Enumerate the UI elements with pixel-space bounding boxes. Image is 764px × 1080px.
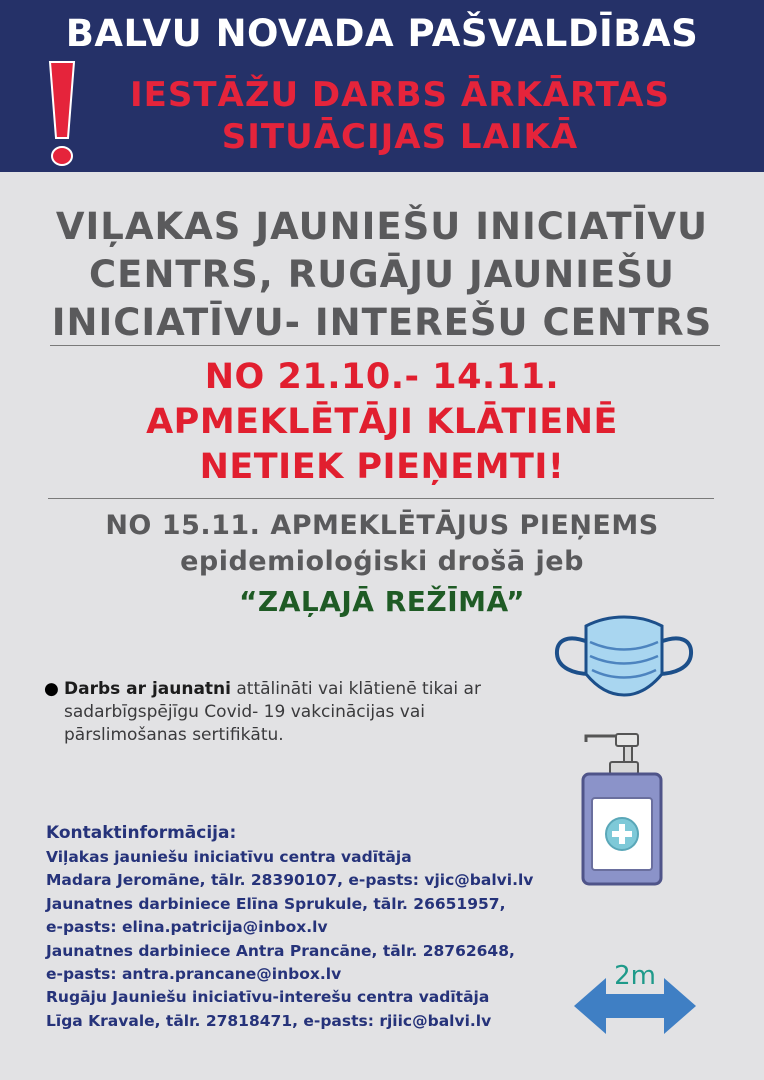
closure-line2: APMEKLĒTĀJI KLĀTIENĒ [146,402,618,442]
contact-heading: Kontaktinformācija: [46,823,237,843]
header-subtitle [80,74,720,158]
bullet-dot-icon: ● [44,679,59,699]
bullet-item [44,678,524,747]
closure-line3: NETIEK PIEŅEMTI! [199,447,565,487]
exclamation-icon [42,58,82,170]
contact-line: Jaunatnes darbiniece Elīna Sprukule, tālr. 26651957, [46,894,506,913]
organization-name [0,203,764,347]
reopening-line1: NO 15.11. APMEKLĒTĀJUS PIEŅEMS [105,510,659,541]
divider-top [50,345,720,346]
contact-line: Jaunatnes darbiniece Antra Prancāne, tālr. 28762648, [46,941,515,960]
contact-line: Rugāju Jauniešu iniciatīvu-interešu centra vadītāja [46,988,490,1007]
header-banner [0,0,764,172]
organization-line1: VIĻAKAS JAUNIEŠU INICIATĪVU [55,205,709,248]
organization-line2: CENTRS, RUGĀJU JAUNIEŠU [89,253,675,296]
reopening-notice [0,508,764,580]
bullet-text-line1: attālināti vai klātienē tikai ar [230,679,481,699]
sanitizer-bottle-icon [580,732,664,888]
reopening-line2: epidemioloģiski drošā jeb [180,546,584,577]
face-mask-icon [554,612,694,702]
double-arrow-icon [570,958,700,1038]
header-subtitle-line2: SITUĀCIJAS LAIKĀ [221,117,579,157]
contact-line: e-pasts: antra.prancane@inbox.lv [46,965,342,984]
closure-notice [0,355,764,490]
contact-line: e-pasts: elina.patricija@inbox.lv [46,918,328,937]
green-mode-label: “ZAĻAJĀ REŽĪMĀ” [239,585,525,618]
bullet-bold-text: Darbs ar jaunatni [64,679,231,699]
distance-label: 2m [614,961,656,991]
contact-line: Madara Jeromāne, tālr. 28390107, e-pasts: vjic@balvi.lv [46,871,534,890]
organization-line3: INICIATĪVU- INTEREŠU CENTRS [51,301,713,344]
divider-bottom [48,498,714,499]
bullet-text-line3: pārslimošanas sertifikātu. [64,725,284,745]
closure-dates: NO 21.10.- 14.11. [204,357,560,397]
contact-line: Viļakas jauniešu iniciatīvu centra vadītāja [46,848,412,866]
contact-info [46,820,566,1033]
contact-line: Līga Kravale, tālr. 27818471, e-pasts: rjiic@balvi.lv [46,1011,492,1030]
header-title: BALVU NOVADA PAŠVALDĪBAS [65,12,699,55]
header-subtitle-line1: IESTĀŽU DARBS ĀRKĀRTAS [129,75,671,115]
bullet-text-line2: sadarbīgspējīgu Covid- 19 vakcinācijas vai [64,702,425,722]
